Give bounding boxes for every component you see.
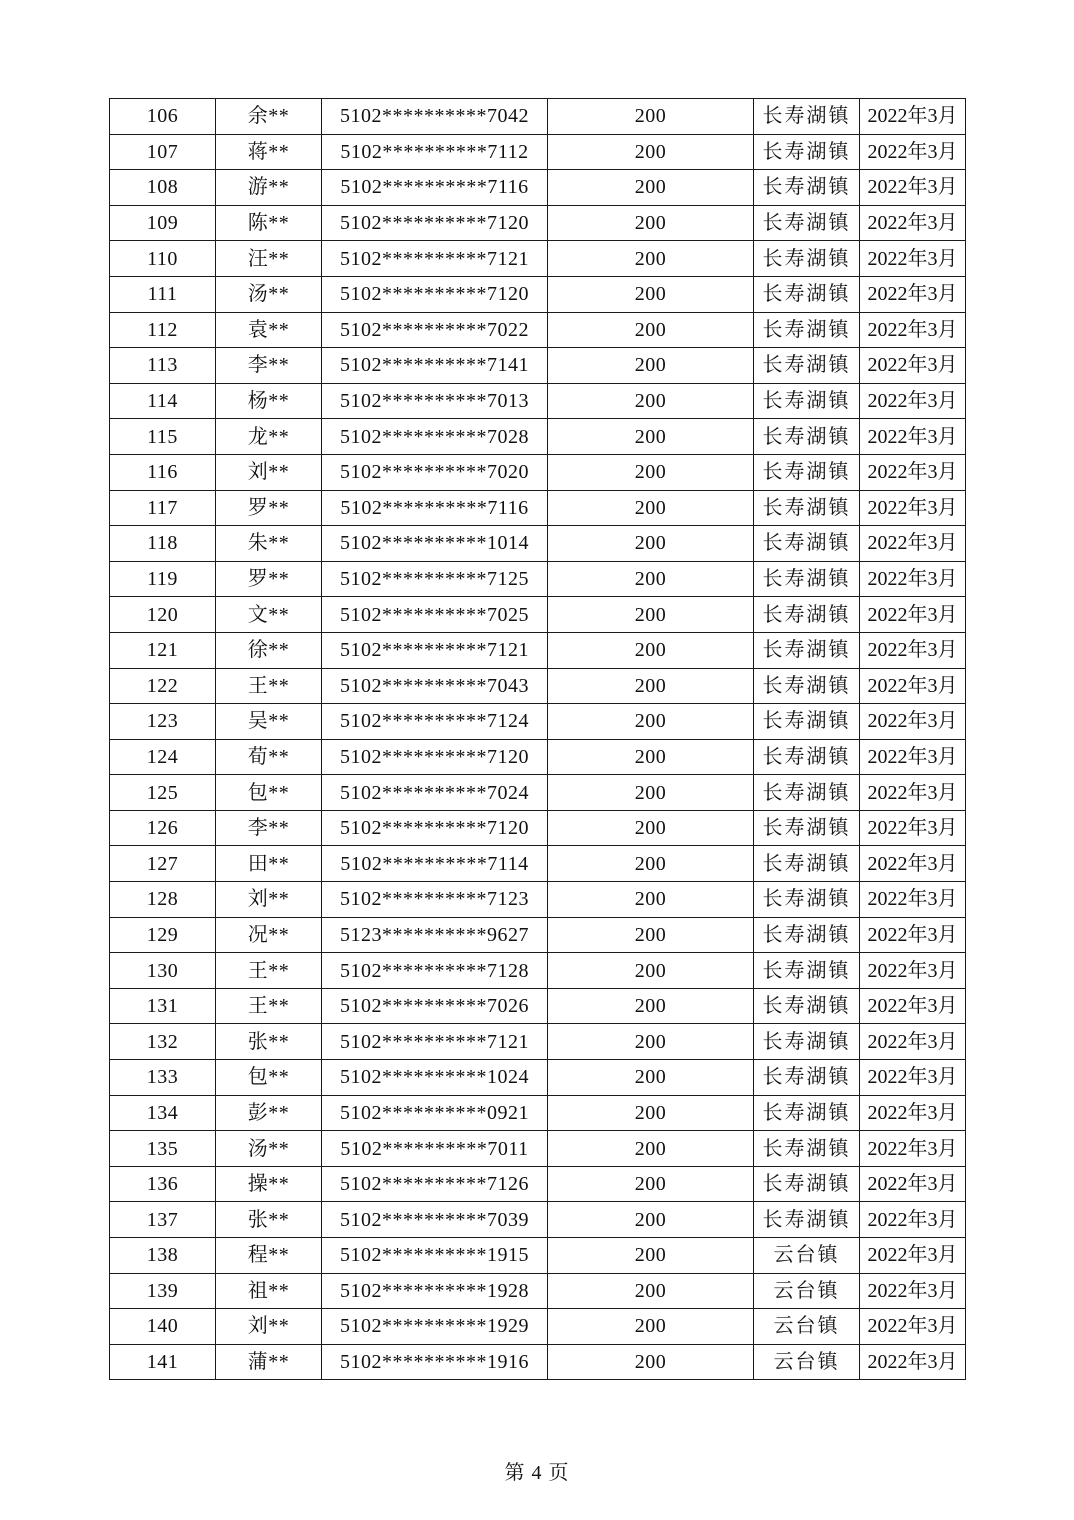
name-cell: 游** — [216, 170, 322, 206]
date-cell: 2022年3月 — [860, 1309, 966, 1345]
town-cell: 长寿湖镇 — [754, 953, 860, 989]
name-cell: 汤** — [216, 276, 322, 312]
amount-cell: 200 — [548, 170, 754, 206]
id-number-cell: 5102**********7028 — [322, 419, 548, 455]
amount-cell: 200 — [548, 1202, 754, 1238]
amount-cell: 200 — [548, 1060, 754, 1096]
row-number-cell: 121 — [110, 632, 216, 668]
table-row — [110, 526, 966, 562]
name-cell: 蒲** — [216, 1344, 322, 1380]
id-number-cell: 5102**********7042 — [322, 99, 548, 135]
id-number-cell: 5102**********1916 — [322, 1344, 548, 1380]
date-cell: 2022年3月 — [860, 348, 966, 384]
amount-cell: 200 — [548, 205, 754, 241]
name-cell: 刘** — [216, 882, 322, 918]
id-number-cell: 5102**********7125 — [322, 561, 548, 597]
name-cell: 彭** — [216, 1095, 322, 1131]
date-cell: 2022年3月 — [860, 739, 966, 775]
amount-cell: 200 — [548, 490, 754, 526]
date-cell: 2022年3月 — [860, 1131, 966, 1167]
town-cell: 长寿湖镇 — [754, 632, 860, 668]
amount-cell: 200 — [548, 454, 754, 490]
row-number-cell: 116 — [110, 454, 216, 490]
date-cell: 2022年3月 — [860, 205, 966, 241]
amount-cell: 200 — [548, 882, 754, 918]
name-cell: 操** — [216, 1166, 322, 1202]
row-number-cell: 138 — [110, 1238, 216, 1274]
amount-cell: 200 — [548, 383, 754, 419]
row-number-cell: 134 — [110, 1095, 216, 1131]
date-cell: 2022年3月 — [860, 704, 966, 740]
row-number-cell: 139 — [110, 1273, 216, 1309]
table-row — [110, 632, 966, 668]
table-row — [110, 99, 966, 135]
table-row — [110, 348, 966, 384]
id-number-cell: 5102**********7025 — [322, 597, 548, 633]
town-cell: 长寿湖镇 — [754, 1060, 860, 1096]
town-cell: 长寿湖镇 — [754, 739, 860, 775]
date-cell: 2022年3月 — [860, 632, 966, 668]
amount-cell: 200 — [548, 419, 754, 455]
town-cell: 云台镇 — [754, 1344, 860, 1380]
date-cell: 2022年3月 — [860, 1344, 966, 1380]
row-number-cell: 132 — [110, 1024, 216, 1060]
table-row — [110, 1166, 966, 1202]
table-row — [110, 597, 966, 633]
town-cell: 长寿湖镇 — [754, 775, 860, 811]
row-number-cell: 117 — [110, 490, 216, 526]
table-row — [110, 419, 966, 455]
id-number-cell: 5102**********7126 — [322, 1166, 548, 1202]
row-number-cell: 129 — [110, 917, 216, 953]
id-number-cell: 5102**********7026 — [322, 988, 548, 1024]
date-cell: 2022年3月 — [860, 597, 966, 633]
row-number-cell: 113 — [110, 348, 216, 384]
town-cell: 云台镇 — [754, 1273, 860, 1309]
town-cell: 长寿湖镇 — [754, 205, 860, 241]
row-number-cell: 114 — [110, 383, 216, 419]
table-row — [110, 1060, 966, 1096]
row-number-cell: 133 — [110, 1060, 216, 1096]
id-number-cell: 5102**********1929 — [322, 1309, 548, 1345]
name-cell: 况** — [216, 917, 322, 953]
id-number-cell: 5102**********7120 — [322, 205, 548, 241]
record-table-body — [110, 99, 966, 1380]
amount-cell: 200 — [548, 1131, 754, 1167]
date-cell: 2022年3月 — [860, 953, 966, 989]
row-number-cell: 141 — [110, 1344, 216, 1380]
name-cell: 龙** — [216, 419, 322, 455]
name-cell: 李** — [216, 810, 322, 846]
town-cell: 长寿湖镇 — [754, 597, 860, 633]
row-number-cell: 118 — [110, 526, 216, 562]
name-cell: 陈** — [216, 205, 322, 241]
town-cell: 长寿湖镇 — [754, 1202, 860, 1238]
date-cell: 2022年3月 — [860, 668, 966, 704]
town-cell: 长寿湖镇 — [754, 561, 860, 597]
row-number-cell: 112 — [110, 312, 216, 348]
row-number-cell: 135 — [110, 1131, 216, 1167]
amount-cell: 200 — [548, 526, 754, 562]
id-number-cell: 5102**********7020 — [322, 454, 548, 490]
town-cell: 长寿湖镇 — [754, 170, 860, 206]
town-cell: 长寿湖镇 — [754, 490, 860, 526]
id-number-cell: 5102**********7011 — [322, 1131, 548, 1167]
row-number-cell: 120 — [110, 597, 216, 633]
town-cell: 长寿湖镇 — [754, 276, 860, 312]
amount-cell: 200 — [548, 241, 754, 277]
name-cell: 朱** — [216, 526, 322, 562]
town-cell: 长寿湖镇 — [754, 241, 860, 277]
amount-cell: 200 — [548, 1024, 754, 1060]
id-number-cell: 5102**********7039 — [322, 1202, 548, 1238]
amount-cell: 200 — [548, 276, 754, 312]
amount-cell: 200 — [548, 1095, 754, 1131]
amount-cell: 200 — [548, 1309, 754, 1345]
row-number-cell: 110 — [110, 241, 216, 277]
amount-cell: 200 — [548, 846, 754, 882]
table-row — [110, 953, 966, 989]
town-cell: 长寿湖镇 — [754, 383, 860, 419]
table-row — [110, 276, 966, 312]
table-row — [110, 1273, 966, 1309]
amount-cell: 200 — [548, 134, 754, 170]
date-cell: 2022年3月 — [860, 276, 966, 312]
id-number-cell: 5102**********7043 — [322, 668, 548, 704]
name-cell: 徐** — [216, 632, 322, 668]
date-cell: 2022年3月 — [860, 1202, 966, 1238]
town-cell: 长寿湖镇 — [754, 1095, 860, 1131]
id-number-cell: 5102**********7141 — [322, 348, 548, 384]
row-number-cell: 108 — [110, 170, 216, 206]
name-cell: 刘** — [216, 1309, 322, 1345]
date-cell: 2022年3月 — [860, 1095, 966, 1131]
id-number-cell: 5102**********1928 — [322, 1273, 548, 1309]
date-cell: 2022年3月 — [860, 419, 966, 455]
town-cell: 长寿湖镇 — [754, 1166, 860, 1202]
date-cell: 2022年3月 — [860, 490, 966, 526]
name-cell: 吴** — [216, 704, 322, 740]
amount-cell: 200 — [548, 632, 754, 668]
town-cell: 长寿湖镇 — [754, 348, 860, 384]
id-number-cell: 5102**********0921 — [322, 1095, 548, 1131]
town-cell: 长寿湖镇 — [754, 917, 860, 953]
town-cell: 长寿湖镇 — [754, 846, 860, 882]
table-row — [110, 454, 966, 490]
name-cell: 王** — [216, 668, 322, 704]
date-cell: 2022年3月 — [860, 1060, 966, 1096]
date-cell: 2022年3月 — [860, 988, 966, 1024]
date-cell: 2022年3月 — [860, 1024, 966, 1060]
table-row — [110, 312, 966, 348]
name-cell: 田** — [216, 846, 322, 882]
table-row — [110, 775, 966, 811]
name-cell: 程** — [216, 1238, 322, 1274]
table-row — [110, 1238, 966, 1274]
row-number-cell: 106 — [110, 99, 216, 135]
table-row — [110, 205, 966, 241]
town-cell: 长寿湖镇 — [754, 99, 860, 135]
record-table — [109, 98, 966, 1380]
town-cell: 长寿湖镇 — [754, 1131, 860, 1167]
date-cell: 2022年3月 — [860, 846, 966, 882]
date-cell: 2022年3月 — [860, 775, 966, 811]
table-row — [110, 704, 966, 740]
row-number-cell: 115 — [110, 419, 216, 455]
amount-cell: 200 — [548, 739, 754, 775]
id-number-cell: 5102**********7128 — [322, 953, 548, 989]
table-row — [110, 1202, 966, 1238]
row-number-cell: 122 — [110, 668, 216, 704]
row-number-cell: 131 — [110, 988, 216, 1024]
id-number-cell: 5102**********7120 — [322, 276, 548, 312]
amount-cell: 200 — [548, 312, 754, 348]
id-number-cell: 5102**********7114 — [322, 846, 548, 882]
row-number-cell: 136 — [110, 1166, 216, 1202]
id-number-cell: 5102**********7123 — [322, 882, 548, 918]
date-cell: 2022年3月 — [860, 134, 966, 170]
row-number-cell: 128 — [110, 882, 216, 918]
table-row — [110, 490, 966, 526]
town-cell: 长寿湖镇 — [754, 526, 860, 562]
table-row — [110, 882, 966, 918]
date-cell: 2022年3月 — [860, 917, 966, 953]
name-cell: 包** — [216, 1060, 322, 1096]
row-number-cell: 109 — [110, 205, 216, 241]
table-row — [110, 134, 966, 170]
name-cell: 余** — [216, 99, 322, 135]
name-cell: 刘** — [216, 454, 322, 490]
town-cell: 长寿湖镇 — [754, 312, 860, 348]
date-cell: 2022年3月 — [860, 383, 966, 419]
row-number-cell: 137 — [110, 1202, 216, 1238]
id-number-cell: 5102**********7121 — [322, 1024, 548, 1060]
row-number-cell: 140 — [110, 1309, 216, 1345]
table-row — [110, 383, 966, 419]
date-cell: 2022年3月 — [860, 454, 966, 490]
row-number-cell: 124 — [110, 739, 216, 775]
table-row — [110, 988, 966, 1024]
row-number-cell: 130 — [110, 953, 216, 989]
row-number-cell: 123 — [110, 704, 216, 740]
date-cell: 2022年3月 — [860, 561, 966, 597]
amount-cell: 200 — [548, 99, 754, 135]
name-cell: 张** — [216, 1202, 322, 1238]
town-cell: 长寿湖镇 — [754, 454, 860, 490]
id-number-cell: 5102**********1024 — [322, 1060, 548, 1096]
date-cell: 2022年3月 — [860, 241, 966, 277]
name-cell: 汤** — [216, 1131, 322, 1167]
town-cell: 长寿湖镇 — [754, 810, 860, 846]
amount-cell: 200 — [548, 775, 754, 811]
id-number-cell: 5102**********1915 — [322, 1238, 548, 1274]
name-cell: 汪** — [216, 241, 322, 277]
town-cell: 云台镇 — [754, 1238, 860, 1274]
table-row — [110, 917, 966, 953]
table-row — [110, 1309, 966, 1345]
name-cell: 张** — [216, 1024, 322, 1060]
town-cell: 长寿湖镇 — [754, 882, 860, 918]
name-cell: 包** — [216, 775, 322, 811]
id-number-cell: 5102**********7112 — [322, 134, 548, 170]
name-cell: 蒋** — [216, 134, 322, 170]
town-cell: 长寿湖镇 — [754, 134, 860, 170]
id-number-cell: 5102**********7024 — [322, 775, 548, 811]
id-number-cell: 5102**********7120 — [322, 810, 548, 846]
table-row — [110, 1095, 966, 1131]
id-number-cell: 5102**********7121 — [322, 241, 548, 277]
date-cell: 2022年3月 — [860, 99, 966, 135]
id-number-cell: 5102**********7120 — [322, 739, 548, 775]
table-row — [110, 739, 966, 775]
id-number-cell: 5102**********7116 — [322, 490, 548, 526]
date-cell: 2022年3月 — [860, 810, 966, 846]
name-cell: 荀** — [216, 739, 322, 775]
table-row — [110, 561, 966, 597]
row-number-cell: 107 — [110, 134, 216, 170]
row-number-cell: 127 — [110, 846, 216, 882]
date-cell: 2022年3月 — [860, 170, 966, 206]
id-number-cell: 5102**********1014 — [322, 526, 548, 562]
table-row — [110, 1024, 966, 1060]
row-number-cell: 125 — [110, 775, 216, 811]
amount-cell: 200 — [548, 597, 754, 633]
name-cell: 祖** — [216, 1273, 322, 1309]
table-row — [110, 1344, 966, 1380]
town-cell: 长寿湖镇 — [754, 419, 860, 455]
name-cell: 王** — [216, 988, 322, 1024]
table-row — [110, 668, 966, 704]
amount-cell: 200 — [548, 668, 754, 704]
town-cell: 长寿湖镇 — [754, 988, 860, 1024]
name-cell: 罗** — [216, 561, 322, 597]
id-number-cell: 5102**********7013 — [322, 383, 548, 419]
date-cell: 2022年3月 — [860, 1273, 966, 1309]
id-number-cell: 5102**********7116 — [322, 170, 548, 206]
name-cell: 杨** — [216, 383, 322, 419]
town-cell: 长寿湖镇 — [754, 1024, 860, 1060]
amount-cell: 200 — [548, 1344, 754, 1380]
page-number: 第 4 页 — [504, 1462, 570, 1484]
amount-cell: 200 — [548, 561, 754, 597]
amount-cell: 200 — [548, 917, 754, 953]
date-cell: 2022年3月 — [860, 526, 966, 562]
id-number-cell: 5102**********7124 — [322, 704, 548, 740]
amount-cell: 200 — [548, 1166, 754, 1202]
name-cell: 王** — [216, 953, 322, 989]
amount-cell: 200 — [548, 810, 754, 846]
row-number-cell: 119 — [110, 561, 216, 597]
name-cell: 文** — [216, 597, 322, 633]
date-cell: 2022年3月 — [860, 882, 966, 918]
name-cell: 罗** — [216, 490, 322, 526]
table-row — [110, 170, 966, 206]
row-number-cell: 111 — [110, 276, 216, 312]
table-row — [110, 846, 966, 882]
town-cell: 长寿湖镇 — [754, 668, 860, 704]
amount-cell: 200 — [548, 953, 754, 989]
amount-cell: 200 — [548, 1238, 754, 1274]
amount-cell: 200 — [548, 988, 754, 1024]
date-cell: 2022年3月 — [860, 312, 966, 348]
date-cell: 2022年3月 — [860, 1238, 966, 1274]
town-cell: 长寿湖镇 — [754, 704, 860, 740]
town-cell: 云台镇 — [754, 1309, 860, 1345]
name-cell: 李** — [216, 348, 322, 384]
table-row — [110, 810, 966, 846]
amount-cell: 200 — [548, 1273, 754, 1309]
table-row — [110, 1131, 966, 1167]
table-row — [110, 241, 966, 277]
row-number-cell: 126 — [110, 810, 216, 846]
id-number-cell: 5102**********7022 — [322, 312, 548, 348]
name-cell: 袁** — [216, 312, 322, 348]
date-cell: 2022年3月 — [860, 1166, 966, 1202]
amount-cell: 200 — [548, 348, 754, 384]
id-number-cell: 5102**********7121 — [322, 632, 548, 668]
id-number-cell: 5123**********9627 — [322, 917, 548, 953]
amount-cell: 200 — [548, 704, 754, 740]
